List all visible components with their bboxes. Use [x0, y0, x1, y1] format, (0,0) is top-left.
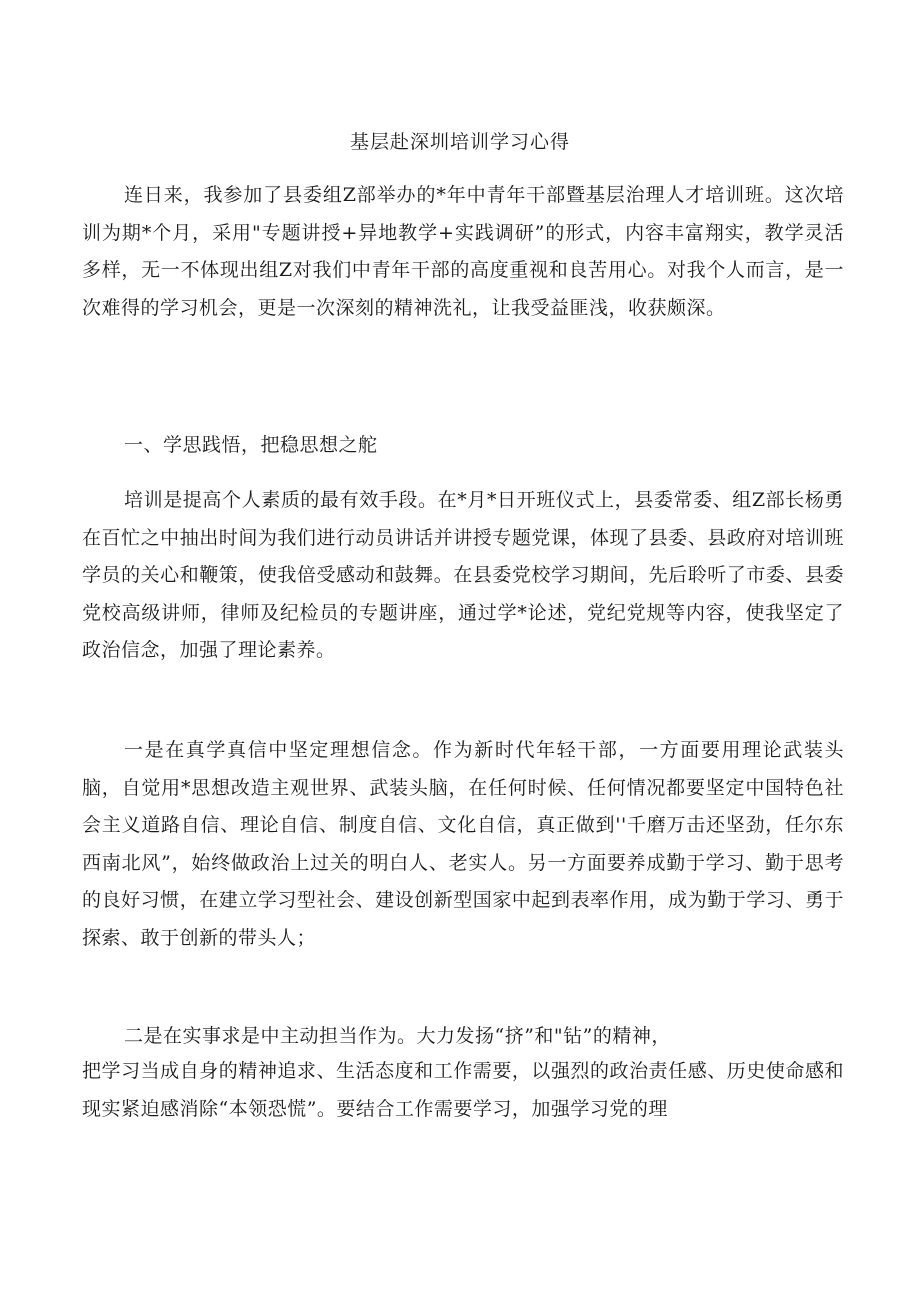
section-heading-1: 一、学思践悟，把稳思想之舵 [124, 434, 378, 456]
paragraph-point-1: 一是在真学真信中坚定理想信念。作为新时代年轻干部，一方面要用理论武装头脑，自觉用*思想改造主观世界、武装头脑，在任何时候、任何情况都要坚定中国特色社会主义道路自信、理论自信、制度自信、文化自信，真正做到''千磨万击还坚劲，任尔东西南北风”，始终做政治上过关的明白人、老实人。另一方面要养成勤于学习、勤于思考的良好习惯，在建立学习型社会、建设创新型国家中起到表率作用，成为勤于学习、勇于探索、敢于创新的带头人； [82, 739, 844, 949]
paragraph-training: 培训是提高个人素质的最有效手段。在*月*日开班仪式上，县委常委、组Z部长杨勇在百忙之中抽出时间为我们进行动员讲话并讲授专题党课，体现了县委、县政府对培训班学员的关心和鞭策，使我倍受感动和鼓舞。在县委党校学习期间，先后聆听了市委、县委党校高级讲师，律师及纪检员的专题讲座，通过学*论述，党纪党规等内容，使我坚定了政治信念，加强了理论素养。 [82, 489, 844, 661]
paragraph-point-2-body: 把学习当成自身的精神追求、生活态度和工作需要，以强烈的政治责任感、历史使命感和现实紧迫感消除“本领恐慌”。要结合工作需要学习，加强学习党的理 [82, 1060, 844, 1120]
paragraph-intro: 连日来，我参加了县委组Z部举办的*年中青年干部暨基层治理人才培训班。这次培训为期*个月，采用"专题讲授+异地教学+实践调研”的形式，内容丰富翔实，教学灵活多样，无一不体现出组Z对我们中青年干部的高度重视和良苦用心。对我个人而言，是一次难得的学习机会，更是一次深刻的精神洗礼，让我受益匪浅，收获颇深。 [82, 184, 844, 319]
document-title: 基层赴深圳培训学习心得 [349, 131, 570, 153]
paragraph-point-2-lead: 二是在实事求是中主动担当作为。大力发扬“挤”和"钻”的精神， [124, 1025, 671, 1047]
